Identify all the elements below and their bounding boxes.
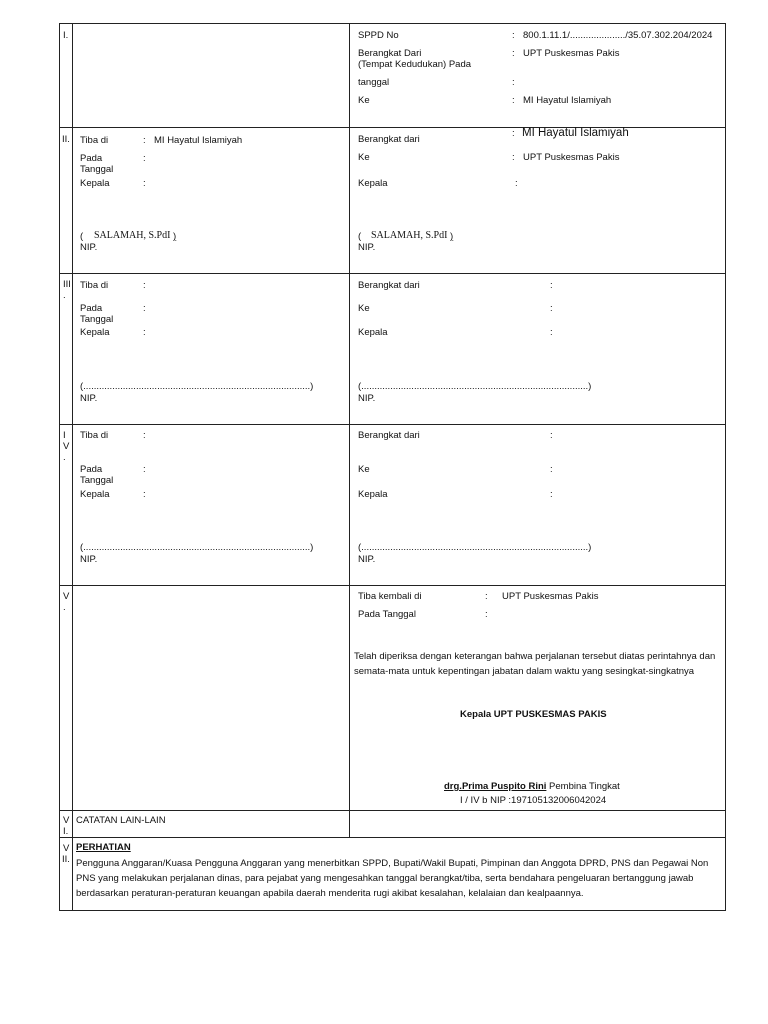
- row-number-1: I.: [63, 30, 69, 41]
- row-number-3: III: [63, 279, 71, 290]
- row-number-3-dot: .: [63, 290, 66, 301]
- signer-rank: Pembina Tingkat: [546, 781, 620, 792]
- ke-colon: :: [512, 152, 515, 163]
- nip-label: NIP.: [358, 242, 376, 253]
- tanggal-label: Tanggal: [80, 314, 114, 325]
- row-number-4-b: V: [63, 441, 70, 452]
- row-number-7-a: V: [63, 843, 70, 854]
- tiba-di-label: Tiba di: [80, 135, 109, 146]
- signature-open-paren: (: [80, 231, 84, 242]
- signature-blank: (......................................................................................): [358, 542, 592, 553]
- border-num-column: [72, 23, 73, 911]
- border-top: [59, 23, 726, 24]
- ke-label: Ke: [358, 464, 370, 475]
- signature-name: SALAMAH, S.PdI: [94, 230, 171, 241]
- pada-colon: :: [143, 464, 146, 475]
- border-row-6: [59, 837, 726, 838]
- verification-statement: Telah diperiksa dengan keterangan bahwa perjalanan tersebut diatas perintahnya dan semata-mata untuk kepentingan jabatan dalam waktu yang sesingkat-singkatnya: [354, 651, 716, 677]
- border-mid-column: [349, 23, 350, 838]
- signature-name: SALAMAH, S.PdI: [371, 230, 448, 241]
- tiba-di-value: MI Hayatul Islamiyah: [154, 135, 243, 146]
- pada-tanggal-colon: :: [485, 609, 488, 620]
- tanggal-colon: :: [512, 77, 515, 88]
- tanggal-label: tanggal: [358, 77, 390, 88]
- berangkat-dari-value: MI Hayatul Islamiyah: [522, 127, 629, 139]
- signer-nip: I / IV b NIP :197105132006042024: [460, 795, 607, 806]
- row-number-5-dot: .: [63, 602, 66, 613]
- berangkat-dari-label: Berangkat dari: [358, 430, 420, 441]
- border-right: [725, 23, 726, 911]
- ke-label: Ke: [358, 152, 370, 163]
- row-number-4-a: I: [63, 430, 66, 441]
- kepala-label: Kepala: [358, 178, 388, 189]
- pada-label: Pada: [80, 464, 103, 475]
- berangkat-dari-value: UPT Puskesmas Pakis: [523, 48, 620, 59]
- border-row-5: [59, 810, 726, 811]
- kepala-label: Kepala: [80, 489, 110, 500]
- row-number-2: II.: [62, 134, 70, 145]
- signer-block: [444, 781, 620, 792]
- pada-label: Pada: [80, 303, 103, 314]
- signer-name: drg.Prima Puspito Rini: [444, 781, 547, 792]
- berangkat-colon: :: [512, 48, 515, 59]
- ke-colon: :: [512, 95, 515, 106]
- pada-colon: :: [143, 303, 146, 314]
- pada-tanggal-label: Pada Tanggal: [358, 609, 416, 620]
- kepala-colon: :: [143, 327, 146, 338]
- berangkat-dari-label: Berangkat Dari: [358, 48, 422, 59]
- sppd-colon: :: [512, 30, 515, 41]
- signature-close-paren: ): [450, 231, 454, 242]
- kepala-label: Kepala: [358, 327, 388, 338]
- nip-label: NIP.: [80, 242, 98, 253]
- pada-colon: :: [143, 153, 146, 164]
- berangkat-dari-colon: :: [550, 430, 553, 441]
- kepala-label: Kepala: [80, 178, 110, 189]
- tiba-di-colon: :: [143, 135, 146, 146]
- kepala-title: Kepala UPT PUSKESMAS PAKIS: [460, 709, 607, 720]
- tanggal-label: Tanggal: [80, 164, 114, 175]
- row-number-6-a: V: [63, 815, 70, 826]
- perhatian-heading: PERHATIAN: [76, 842, 131, 853]
- sppd-number: 800.1.11.1/...................../35.07.302.204/2024: [523, 30, 713, 41]
- berangkat-dari-label: Berangkat dari: [358, 280, 420, 291]
- berangkat-dari-colon: :: [512, 128, 515, 139]
- border-row-2: [59, 273, 726, 274]
- tiba-di-label: Tiba di: [80, 280, 109, 291]
- signature-open-paren: (: [358, 231, 362, 242]
- tiba-di-label: Tiba di: [80, 430, 109, 441]
- border-bottom: [59, 910, 726, 911]
- tiba-kembali-colon: :: [485, 591, 488, 602]
- kepala-colon: :: [143, 489, 146, 500]
- tanggal-label: Tanggal: [80, 475, 114, 486]
- berangkat-dari-label: Berangkat dari: [358, 134, 420, 145]
- sppd-label: SPPD No: [358, 30, 399, 41]
- signature-close-paren: ): [173, 231, 177, 242]
- kepala-colon: :: [550, 489, 553, 500]
- ke-colon: :: [550, 464, 553, 475]
- ke-value: MI Hayatul Islamiyah: [523, 95, 612, 106]
- nip-label: NIP.: [80, 554, 98, 565]
- row-number-7-b: II.: [62, 854, 70, 865]
- kepala-colon: :: [143, 178, 146, 189]
- ke-colon: :: [550, 303, 553, 314]
- kepala-label: Kepala: [80, 327, 110, 338]
- pada-label: Pada: [80, 153, 103, 164]
- border-row-4: [59, 585, 726, 586]
- border-left: [59, 23, 60, 911]
- border-row-3: [59, 424, 726, 425]
- ke-label: Ke: [358, 95, 370, 106]
- berangkat-dari-colon: :: [550, 280, 553, 291]
- tiba-di-colon: :: [143, 280, 146, 291]
- perhatian-text: Pengguna Anggaran/Kuasa Pengguna Anggaran yang menerbitkan SPPD, Bupati/Wakil Bupati, Pimpinan dan Anggota DPRD, PNS dan Pegawai Non PNS yang melakukan perjalanan dinas, para pejabat yang mengesahkan tanggal berangkat/tiba, serta bendahara pengeluaran bertanggung jawab berdasarkan peraturan-peraturan keuangan apabila daerah menderita rugi akibat kesalahan, kelalaian dan kealpaannya.: [76, 858, 709, 899]
- tiba-kembali-label: Tiba kembali di: [358, 591, 422, 602]
- row-number-6-b: I.: [63, 826, 69, 837]
- signature-blank: (......................................................................................): [358, 381, 592, 392]
- kepala-colon: :: [550, 327, 553, 338]
- catatan-lain-lain: CATATAN LAIN-LAIN: [76, 815, 166, 826]
- kepala-colon: :: [515, 178, 518, 189]
- signature-blank: (......................................................................................): [80, 381, 314, 392]
- tempat-kedudukan-label: (Tempat Kedudukan) Pada: [358, 59, 472, 70]
- row-number-4-dot: .: [63, 452, 66, 463]
- signature-blank: (......................................................................................): [80, 542, 314, 553]
- ke-value: UPT Puskesmas Pakis: [523, 152, 620, 163]
- nip-label: NIP.: [358, 554, 376, 565]
- ke-label: Ke: [358, 303, 370, 314]
- nip-label: NIP.: [358, 393, 376, 404]
- tiba-di-colon: :: [143, 430, 146, 441]
- row-number-5: V: [63, 591, 70, 602]
- kepala-label: Kepala: [358, 489, 388, 500]
- nip-label: NIP.: [80, 393, 98, 404]
- tiba-kembali-value: UPT Puskesmas Pakis: [502, 591, 599, 602]
